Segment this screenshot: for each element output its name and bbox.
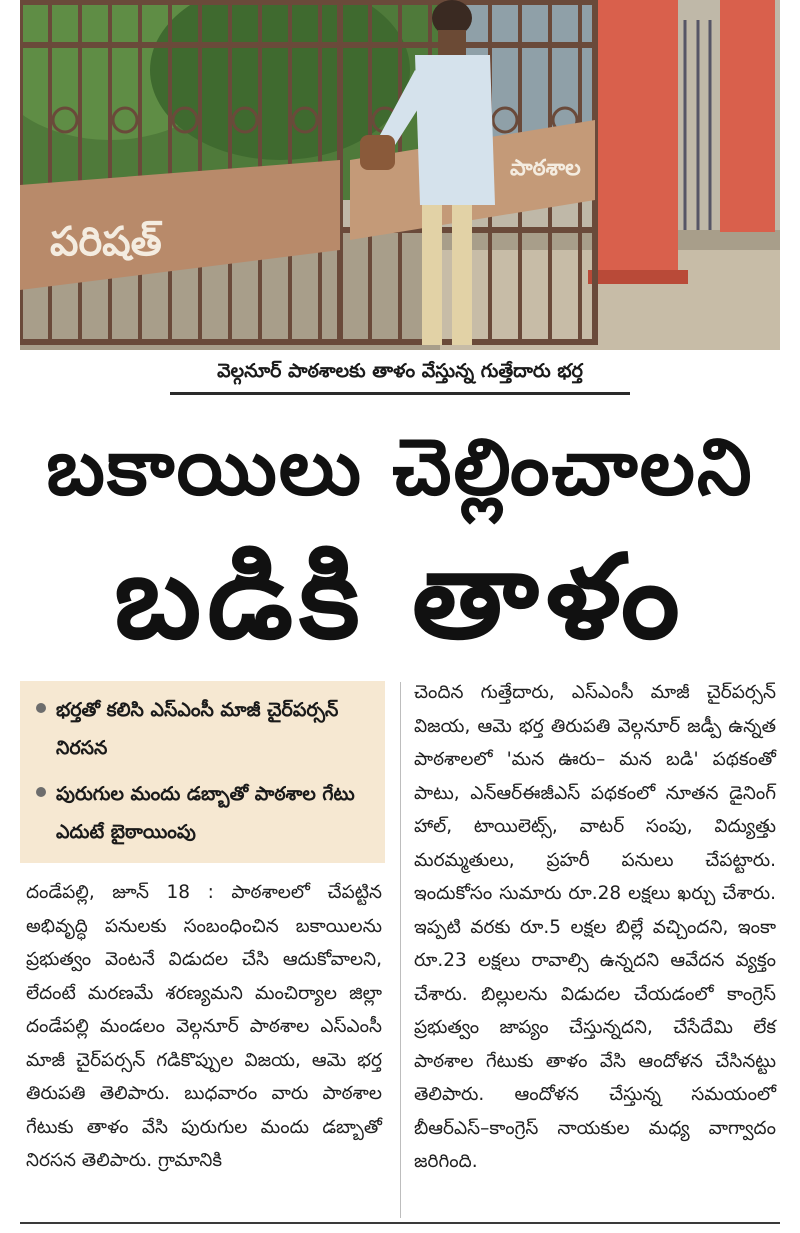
highlight-text: భర్తతో కలిసి ఎస్ఎంసీ మాజీ చైర్‌పర్సన్ నిరసన: [56, 699, 339, 759]
article-column-left: [26, 876, 382, 1178]
bottom-rule: [20, 1222, 780, 1224]
highlight-item: [34, 691, 375, 767]
school-gate-photo-icon: [20, 0, 780, 350]
headline-line-2: బడికి తాళం: [114, 530, 686, 665]
sign-text-right: పాఠశాల: [510, 156, 581, 181]
article-column-right: [414, 676, 776, 1179]
highlights-box: [20, 681, 385, 863]
highlight-text: పురుగుల మందు డబ్బాతో పాఠశాల గేటు ఎదుటే బైఠాయింపు: [56, 783, 355, 843]
column-divider: [400, 682, 401, 1218]
sign-text-left: పరిషత్: [50, 219, 162, 265]
bullet-icon: [36, 787, 46, 797]
news-photo: [20, 0, 780, 350]
headline-line-1: బకాయిలు చెల్లించాలని: [46, 423, 754, 513]
photo-caption: వెల్గనూర్ పాఠశాలకు తాళం వేస్తున్న గుత్తేదారు భర్త: [170, 352, 630, 395]
article-paragraph-left: దండేపల్లి, జూన్ 18 : పాఠశాలలో చేపట్టిన అభివృద్ధి పనులకు సంబంధించిన బకాయిలను ప్రభుత్వం వెంటనే విడుదల చేసి ఆదుకోవాలని, లేదంటే మరణమే శరణ్యమని మంచిర్యాల జిల్లా దండేపల్లి మండలం వెల్గనూర్ పాఠశాల ఎస్ఎంసీ మాజీ చైర్‌పర్సన్ గడికొప్పుల విజయ, ఆమె భర్త తిరుపతి తెలిపారు. బుధవారం వారు పాఠశాల గేటుకు తాళం వేసి పురుగుల మందు డబ్బాతో నిరసన తెలిపారు. గ్రామానికి: [26, 882, 382, 1171]
bullet-icon: [36, 703, 46, 713]
highlight-item: [34, 775, 375, 851]
article-paragraph-right: చెందిన గుత్తేదారు, ఎస్ఎంసీ మాజీ చైర్‌పర్సన్ విజయ, ఆమె భర్త తిరుపతి వెల్గనూర్ జడ్పీ ఉన్నత పాఠశాలలో 'మన ఊరు– మన బడి' పథకంతో పాటు, ఎన్ఆర్ఈజీఎస్ పథకంలో నూతన డైనింగ్ హాల్, టాయిలెట్స్, వాటర్ సంపు, విద్యుత్తు మరమ్మతులు, ప్రహరీ పనులు చేపట్టారు. ఇందుకోసం సుమారు రూ.28 లక్షలు ఖర్చు చేశారు. ఇప్పటి వరకు రూ.5 లక్షల బిల్లే వచ్చిందని, ఇంకా రూ.23 లక్షలు రావాల్సి ఉన్నదని ఆవేదన వ్యక్తం చేశారు. బిల్లులను విడుదల చేయడంలో కాంగ్రెస్ ప్రభుత్వం జాప్యం చేస్తున్నదని, చేసేదేమి లేక పాఠశాల గేటుకు తాళం వేసి ఆందోళన చేసినట్టు తెలిపారు. ఆందోళన చేస్తున్న సమయంలో బీఆర్ఎస్–కాంగ్రెస్ నాయకుల మధ్య వాగ్వాదం జరిగింది.: [414, 682, 776, 1172]
